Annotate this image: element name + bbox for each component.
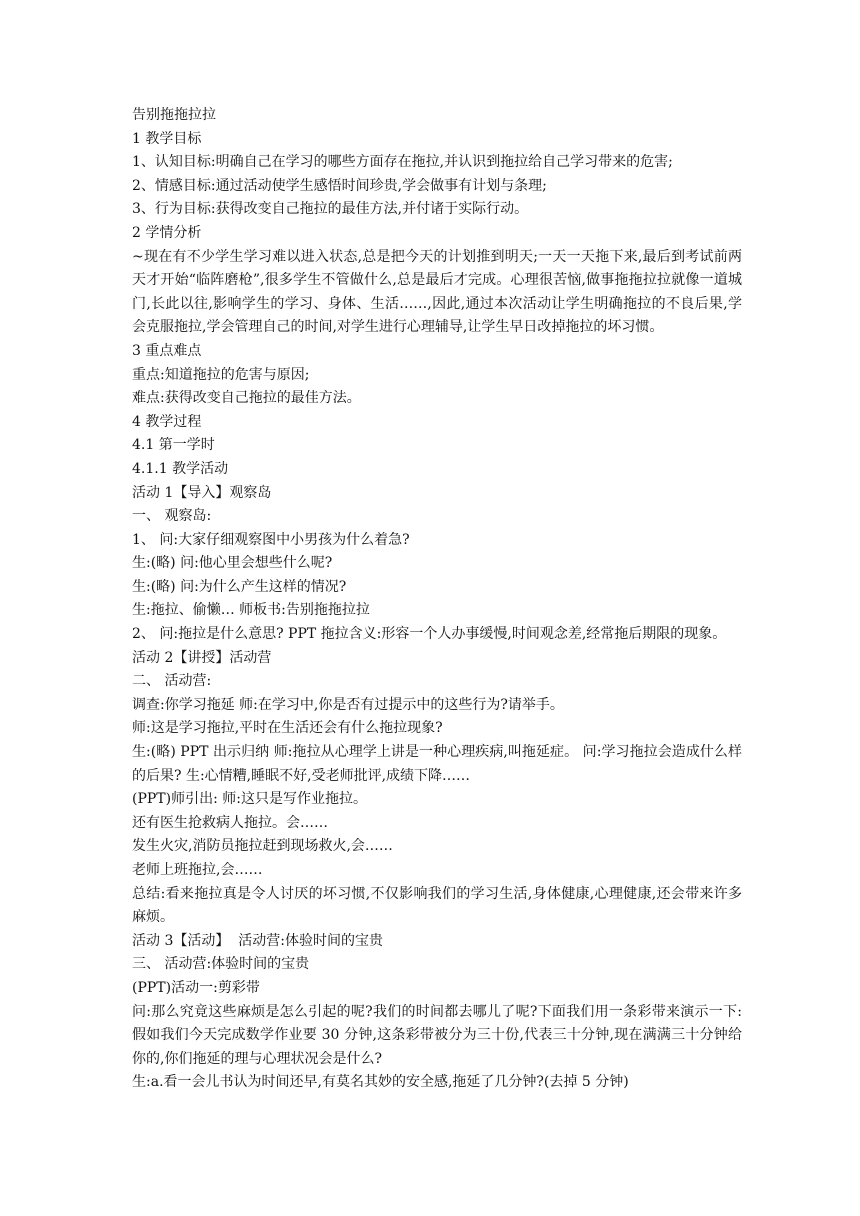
paragraph: ~现在有不少学生学习难以进入状态,总是把今天的计划推到明天;一天一天拖下来,最后到考试前两天才开始“临阵磨枪”,很多学生不管做什么,总是最后才完成。心理很苦恼,做事拖拖拉拉就像一道城门,长此以往,影响学生的学习、身体、生活……,因此,通过本次活动让学生明确拖拉的不良后果,学会克服拖拉,学会管理自己的时间,对学生进行心理辅导,让学生早日改掉拖拉的坏习惯。 bbox=[132, 248, 742, 336]
section-heading: 3 重点难点 bbox=[132, 342, 202, 359]
paragraph: 总结:看来拖拉真是令人讨厌的坏习惯,不仅影响我们的学习生活,身体健康,心理健康,还会带来许多麻烦。 bbox=[132, 885, 742, 926]
text-line: 生:a.看一会儿书认为时间还早,有莫名其妙的安全感,拖延了几分钟?(去掉 5 分钟) bbox=[132, 1074, 629, 1091]
text-line: 3、行为目标:获得改变自己拖拉的最佳方法,并付诸于实际行动。 bbox=[132, 201, 529, 218]
paragraph: 问:那么究竟这些麻烦是怎么引起的呢?我们的时间都去哪儿了呢?下面我们用一条彩带来演示一下: 假如我们今天完成数学作业要 30 分钟,这条彩带被分为三十份,代表三十分钟,现在满满三十分钟给你的,你们拖延的理与心理状况会是什么? bbox=[132, 1003, 742, 1067]
section-heading: 2 学情分析 bbox=[132, 224, 202, 241]
text-line: 生:(略) 问:为什么产生这样的情况? bbox=[132, 578, 347, 595]
text-line: 1、认知目标:明确自己在学习的哪些方面存在拖拉,并认识到拖拉给自己学习带来的危害; bbox=[132, 154, 673, 171]
document-page bbox=[132, 104, 742, 1095]
paragraph: 2、 问:拖拉是什么意思? PPT 拖拉含义:形容一个人办事缓慢,时间观念差,经常拖后期限的现象。 bbox=[132, 626, 727, 643]
text-line: (PPT)师引出: 师:这只是写作业拖拉。 bbox=[132, 791, 367, 808]
activity-heading: 活动 2【讲授】活动营 bbox=[132, 649, 272, 666]
text-line: (PPT)活动一:剪彩带 bbox=[132, 979, 260, 996]
text-line: 生:(略) 问:他心里会想些什么呢? bbox=[132, 555, 333, 572]
text-line: 还有医生抢救病人拖拉。会…… bbox=[132, 814, 328, 831]
section-heading: 4 教学过程 bbox=[132, 413, 202, 430]
text-line: 老师上班拖拉,会…… bbox=[132, 862, 263, 878]
text-line: 二、 活动营: bbox=[132, 673, 212, 690]
section-heading: 1 教学目标 bbox=[132, 130, 202, 147]
text-line: 发生火灾,消防员拖拉赶到现场救火,会…… bbox=[132, 838, 393, 855]
paragraph: 生:(略) PPT 出示归纳 师:拖拉从心理学上讲是一种心理疾病,叫拖延症。 问:学习拖拉会造成什么样的后果? 生:心情糟,睡眠不好,受老师批评,成绩下降…… bbox=[132, 744, 742, 784]
text-line: 2、情感目标:通过活动使学生感悟时间珍贵,学会做事有计划与条理; bbox=[132, 177, 547, 194]
text-line: 1、 问:大家仔细观察图中小男孩为什么着急? bbox=[132, 531, 410, 548]
activity-heading: 活动 3【活动】 活动营:体验时间的宝贵 bbox=[132, 932, 383, 949]
subsection-heading: 4.1.1 教学活动 bbox=[132, 460, 229, 477]
text-line: 师:这是学习拖拉,平时在生活还会有什么拖拉现象? bbox=[132, 720, 443, 737]
text-line: 生:拖拉、偷懒… 师板书:告别拖拖拉拉 bbox=[132, 602, 370, 619]
activity-heading: 活动 1【导入】观察岛 bbox=[132, 484, 272, 501]
text-line: 难点:获得改变自己拖拉的最佳方法。 bbox=[132, 390, 361, 407]
text-line: 调查:你学习拖延 师:在学习中,你是否有过提示中的这些行为?请举手。 bbox=[132, 696, 564, 713]
text-line: 重点:知道拖拉的危害与原因; bbox=[132, 366, 310, 383]
document-title: 告别拖拖拉拉 bbox=[132, 107, 216, 123]
text-line: 三、 活动营:体验时间的宝贵 bbox=[132, 956, 310, 973]
text-line: 一、 观察岛: bbox=[132, 508, 212, 525]
subsection-heading: 4.1 第一学时 bbox=[132, 437, 215, 454]
